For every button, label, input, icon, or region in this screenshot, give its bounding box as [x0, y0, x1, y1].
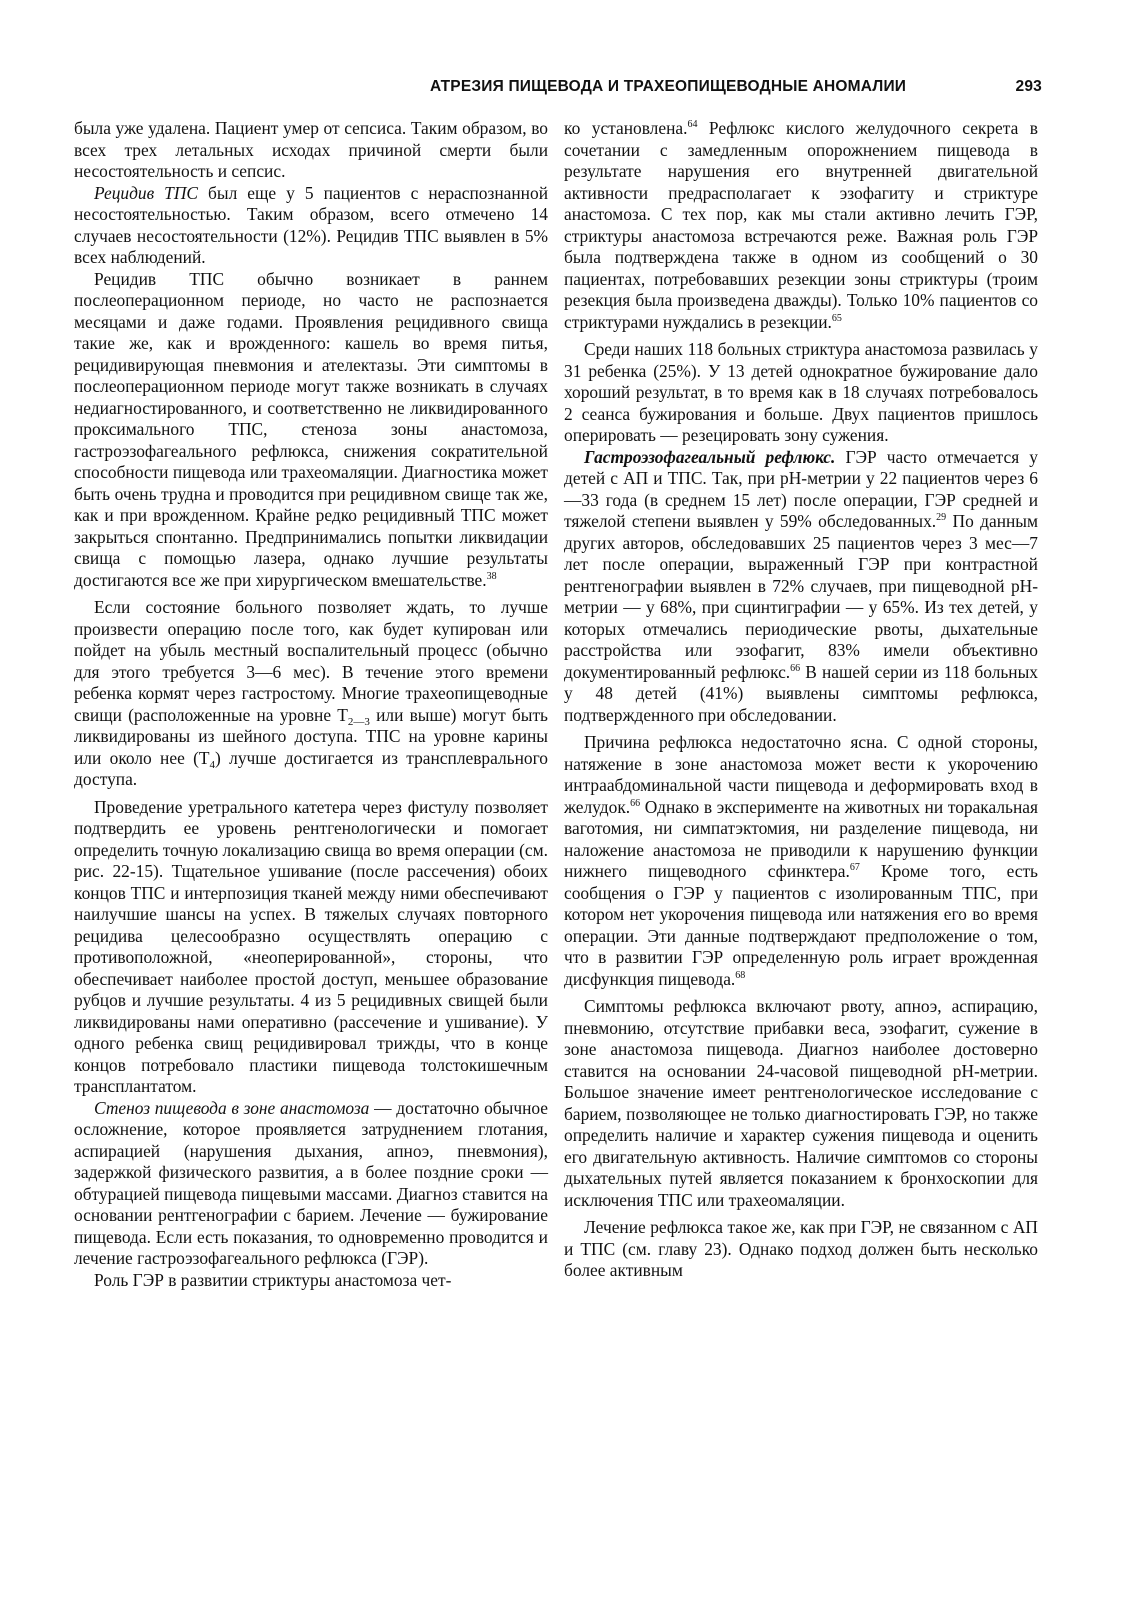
reference-number: 64 [687, 119, 698, 130]
paragraph: Среди наших 118 больных стриктура анастомоза развилась у 31 ребенка (25%). У 13 детей однократное бужирование дало хороший результат, в то время как в 18 случаях потребовалось 2 сеанса бужирования и больше. Двух пациентов пришлось оперировать — резецировать зону сужения. [564, 339, 1038, 445]
reference-number: 38 [486, 570, 497, 582]
reference-number: 68 [735, 969, 746, 981]
paragraph: ко установлена.$^{64}$ Рефлюкс кислого желудочного секрета в сочетании с замедленным опорожнением пищевода в результате нарушения его внутренней двигательной активности предрасполагает к эзофагиту и стриктуре анастомоза. С тех пор, как мы стали активно лечить ГЭР, стриктуры анастомоза встречаются реже. Важная роль ГЭР была подтверждена также в одном из сообщений о 30 пациентах, потребовавших резекции зоны стриктуры (троим резекция была произведена дважды). Только 10% пациентов со стриктурами нуждались в резекции.$^{65}$ [564, 118, 1038, 332]
paragraph: Рецидив ТПС обычно возникает в раннем послеоперационном периоде, но часто не распознается месяцами и даже годами. Проявления рецидивного свища такие же, как и врожденного: кашель во время питья, рецидивирующая пневмония и ателектазы. Эти симптомы в послеоперационном периоде могут также возникать в случаях недиагностированного, и соответственно не ликвидированного проксимального ТПС, стеноза зоны анастомоза, гастроэзофагеального рефлюкса, снижения сократительной способности пищевода или трахеомаляции. Диагностика может быть очень трудна и проводится при рецидивном свище так же, как и при врожденном. Крайне редко рецидивный ТПС может закрыться спонтанно. Предпринимались попытки ликвидации свища с помощью лазера, однако лучшие результаты достигаются все же при хирургическом вмешательстве.$^{38}$ [74, 268, 548, 590]
run-in-heading: Рецидив ТПС [94, 182, 199, 203]
paragraph: Рецидив ТПС был еще у 5 пациентов с нераспознанной несостоятельностью. Таким образом, всего отмечено 14 случаев несостоятельности (12%). Рецидив ТПС выявлен в 5% всех наблюдений. [74, 182, 548, 267]
paragraph: Если состояние больного позволяет ждать, то лучше произвести операцию после того, как будет купирован или пойдет на убыль местный воспалительный процесс (обычно для этого требуется 3—6 мес). В течение этого времени ребенка кормят через гастростому. Многие трахеопищеводные свищи (расположенные на уровне $Т_{2—3}$ или выше) могут быть ликвидированы из шейного доступа. ТПС на уровне карины или около нее $(Т_4)$ лучше достигается из трансплеврального доступа. [74, 597, 549, 789]
paragraph: Симптомы рефлюкса включают рвоту, апноэ, аспирацию, пневмонию, отсутствие прибавки веса, эзофагит, сужение в зоне анастомоза пищевода. Диагноз наиболее достоверно ставится на основании 24-часовой пищеводной рН-метрии. Большое значение имеет рентгенологическое исследование с барием, позволяющее не только диагностировать ГЭР, но также определить наличие и характер сужения пищевода и оценить его двигательную активность. Наличие симптомов со стороны дыхательных путей является показанием к бронхоскопии для исключения ТПС или трахеомаляции. [564, 996, 1038, 1210]
reference-number: 65 [831, 312, 842, 324]
paragraph: Проведение уретрального катетера через фистулу позволяет подтвердить ее уровень рентгенологически и помогает определить точную локализацию свища во время операции (см. рис. 22-15). Тщательное ушивание (после рассечения) обоих концов ТПС и интерпозиция тканей между ними обеспечивают наилучшие шансы на успех. В тяжелых случаях повторного рецидива целесообразно осуществлять операцию с противоположной, «неоперированной», стороны, что обеспечивает наиболее простой доступ, меньшее образование рубцов и лучшие результаты. 4 из 5 рецидивных свищей были ликвидированы нами оперативно (рассечение и ушивание). У одного ребенка свищ рецидивировал трижды, что в конце концов потребовало пластики пищевода толстокишечным трансплантатом. [74, 796, 548, 1096]
run-in-heading: Стеноз пищевода в зоне анастомоза [94, 1097, 370, 1118]
subscript: 2—3 [347, 715, 370, 728]
reference-number: 67 [849, 862, 860, 873]
chapter-title: АТРЕЗИЯ ПИЩЕВОДА И ТРАХЕОПИЩЕВОДНЫЕ АНОМАЛИИ [430, 78, 907, 95]
reference-number: 66 [630, 797, 641, 809]
paragraph: была уже удалена. Пациент умер от сепсиса. Таким образом, во всех трех летальных исходах причиной смерти были несостоятельность и сепсис. [74, 118, 548, 181]
reference-number: 66 [790, 662, 801, 674]
subscript: 4 [209, 758, 216, 771]
paragraph: Гастроэзофагеальный рефлюкс. ГЭР часто отмечается у детей с АП и ТПС. Так, при рН-метрии у 22 пациентов через 6—33 года (в среднем 15 лет) после операции, ГЭР средней и тяжелой степени выявлен у 59% обследованных.$^{29}$ По данным других авторов, обследовавших 25 пациентов через 3 мес—7 лет после операции, выраженный ГЭР при контрастной рентгенографии выявлен в 72% случаев, при пищеводной рН-метрии — у 68%, при сцинтиграфии — у 65%. Из тех детей, у которых отмечались периодические рвоты, дыхательные расстройства или эзофагит, 83% имели объективно документированный рефлюкс.$^{66}$ В нашей серии из 118 больных у 48 детей (41%) выявлены симптомы рефлюкса, подтвержденного при обследовании. [564, 446, 1039, 725]
paragraph: Причина рефлюкса недостаточно ясна. С одной стороны, натяжение в зоне анастомоза может вести к укорочению интраабдоминальной части пищевода и деформировать вход в желудок.$^{66}$ Однако в эксперименте на животных ни торакальная ваготомия, ни симпатэктомия, ни разделение пищевода, ни наложение анастомоза не приводили к нарушению функции нижнего пищеводного сфинктера.$^{67}$ Кроме того, есть сообщения о ГЭР у пациентов с изолированным ТПС, при котором нет укорочения пищевода или натяжения его во время операции. Эти данные подтверждают предположение о том, что в развитии ГЭР определенную роль играет врожденная дисфункция пищевода.$^{68}$ [564, 732, 1038, 989]
paragraph: Лечение рефлюкса такое же, как при ГЭР, не связанном с АП и ТПС (см. главу 23). Однако подход должен быть несколько более активным [564, 1217, 1038, 1280]
running-header [430, 78, 1042, 96]
reference-number: 29 [936, 512, 947, 523]
page-number: 293 [1015, 78, 1042, 95]
run-in-heading: Гастроэзофагеальный рефлюкс. [584, 446, 836, 467]
right-column [564, 118, 1038, 1282]
paragraph: Роль ГЭР в развитии стриктуры анастомоза чет- [94, 1269, 452, 1290]
left-column [74, 118, 548, 1291]
paragraph: Стеноз пищевода в зоне анастомоза — достаточно обычное осложнение, которое проявляется затруднением глотания, аспирацией (нарушения дыхания, апноэ, пневмония), задержкой физического развития, а в более поздние сроки — обтурацией пищевода пищевыми массами. Диагноз ставится на основании рентгенографии с барием. Лечение — бужирование пищевода. Если есть показания, то одновременно проводится и лечение гастроэзофагеального рефлюкса (ГЭР). [74, 1097, 549, 1268]
